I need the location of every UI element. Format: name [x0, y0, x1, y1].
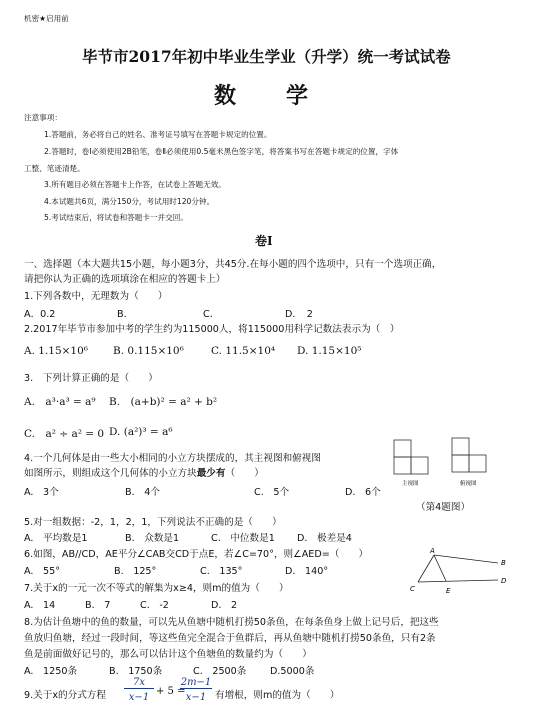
option-b: B. 125°	[114, 566, 157, 577]
option-d: D. 1.15×10⁵	[297, 345, 362, 357]
point-label: A	[430, 547, 435, 555]
fraction-numerator: 2m−1	[180, 677, 212, 688]
option-a: A. 3个	[24, 487, 59, 498]
fig-label: 俯视图	[460, 481, 477, 487]
q6-figure	[402, 545, 522, 597]
option-d: D. 2	[211, 600, 238, 611]
option-c: C. 11.5×10⁴	[211, 345, 276, 357]
note-item: 3.所有题目必须在答题卡上作答，在试卷上答题无效。	[44, 180, 226, 189]
option-d: D. 6个	[345, 487, 381, 498]
option-b: B. 1750条	[109, 666, 163, 677]
question-stem: 鱼是前面做好记号的，那么可以估计这个鱼塘鱼的数量约为（ ）	[24, 649, 312, 660]
exam-title: 毕节市2017年初中毕业生学业（升学）统一考试试卷	[82, 47, 451, 66]
option-a: A. 14	[24, 600, 56, 611]
question-stem: 4.一个几何体是由一些大小相同的小立方块摆成的，其主视图和俯视图	[24, 453, 321, 464]
note-item: 2.答题时，卷Ⅰ必须使用2B铅笔，卷Ⅱ必须使用0.5毫米黑色签字笔，将答案书写在答题卡规定的位置，字体	[44, 147, 399, 156]
option-d: D. 140°	[285, 566, 329, 577]
fraction-numerator: 7x	[124, 677, 154, 689]
section-title: 卷Ⅰ	[255, 234, 273, 248]
question-stem: 鱼放归鱼塘，经过一段时间，等这些鱼完全混合于鱼群后，再从鱼塘中随机打捞50条鱼，只有2条	[24, 633, 436, 644]
option-b: B. 0.115×10⁶	[113, 345, 184, 357]
equation-operator: + 5 =	[156, 686, 186, 697]
question-stem: 7.关于x的一元一次不等式的解集为x≥4，则m的值为（ ）	[24, 583, 289, 594]
fraction-denominator: x−1	[128, 692, 150, 703]
option-c: C．	[203, 309, 220, 320]
fraction-denominator: x−1	[185, 692, 207, 703]
option-a: A. a³·a³ = a⁹	[24, 396, 96, 408]
question-stem: 有增根，则m的值为（ ）	[215, 690, 340, 701]
option-b: B. 7	[85, 600, 111, 611]
option-a: A. 1250条	[24, 666, 78, 677]
option-d: D． 2	[285, 309, 313, 320]
stem-text: （ ）	[225, 468, 264, 479]
option-a: A. 1.15×10⁶	[24, 345, 89, 357]
note-item: 4.本试题共6页，满分150分，考试用时120分钟。	[44, 197, 215, 206]
option-c: C. -2	[140, 600, 169, 611]
subject-title: 数 学	[214, 83, 311, 109]
stem-emphasis: 最少有	[196, 468, 226, 479]
stem-text: 如图所示，则组成这个几何体的小立方块	[24, 468, 197, 479]
option-c: C. 5个	[254, 487, 290, 498]
option-b: B. (a+b)² = a² + b²	[109, 396, 218, 408]
question-stem: 9.关于x的分式方程	[24, 690, 106, 701]
point-label: E	[446, 587, 451, 595]
option-a: A. 55°	[24, 566, 61, 577]
note-item: 5.考试结束后，将试卷和答题卡一并交回。	[44, 213, 188, 222]
option-b: B. 众数是1	[125, 533, 180, 544]
fig-label: 主视图	[402, 481, 419, 487]
point-label: D	[501, 577, 507, 585]
question-stem: 8.为估计鱼塘中的鱼的数量，可以先从鱼塘中随机打捞50条鱼，在每条鱼身上做上记号后，把这些	[24, 617, 439, 628]
question-stem: 3. 下列计算正确的是（ ）	[24, 373, 158, 384]
option-c: C. 中位数是1	[211, 533, 275, 544]
option-c: C. 2500条	[193, 666, 247, 677]
question-stem: 2.2017年毕节市参加中考的学生约为115000人，将115000用科学记数法表示为（ ）	[24, 324, 400, 335]
notes-heading: 注意事项：	[24, 113, 62, 122]
note-item: 工整、笔迹清楚。	[24, 164, 85, 173]
section-intro: 请把你认为正确的选项填涂在相应的答题卡上）	[24, 274, 226, 285]
option-a: A. 平均数是1	[24, 533, 88, 544]
question-stem: 6.如图，AB//CD，AE平分∠CAB交CD于点E，若∠C=70°，则∠AED=（ ）	[24, 549, 369, 560]
point-label: C	[410, 585, 415, 593]
note-item: 1.答题前，务必将自己的姓名、准考证号填写在答题卡规定的位置。	[44, 130, 272, 139]
question-stem-line2	[24, 465, 264, 479]
option-c: C. a² ÷ a² = 0	[24, 428, 105, 440]
option-b: B．	[117, 309, 134, 320]
option-d: D. (a²)³ = a⁶	[109, 426, 173, 438]
section-intro: 一、选择题（本大题共15小题，每小题3分，共45分.在每小题的四个选项中，只有一个选项正确，	[24, 259, 442, 270]
question-stem: 5.对一组数据：-2，1，2，1，下列说法不正确的是（ ）	[24, 517, 282, 528]
question-stem: 1.下列各数中，无理数为（ ）	[24, 291, 168, 302]
option-d: D.5000条	[270, 666, 315, 677]
option-c: C. 135°	[200, 566, 243, 577]
figure-caption: （第4题图）	[416, 502, 471, 513]
option-b: B. 4个	[125, 487, 160, 498]
confidential-label: 机密★启用前	[24, 14, 69, 23]
point-label: B	[501, 559, 506, 567]
option-d: D. 极差是4	[297, 533, 352, 544]
option-a: A．0.2	[24, 309, 56, 320]
